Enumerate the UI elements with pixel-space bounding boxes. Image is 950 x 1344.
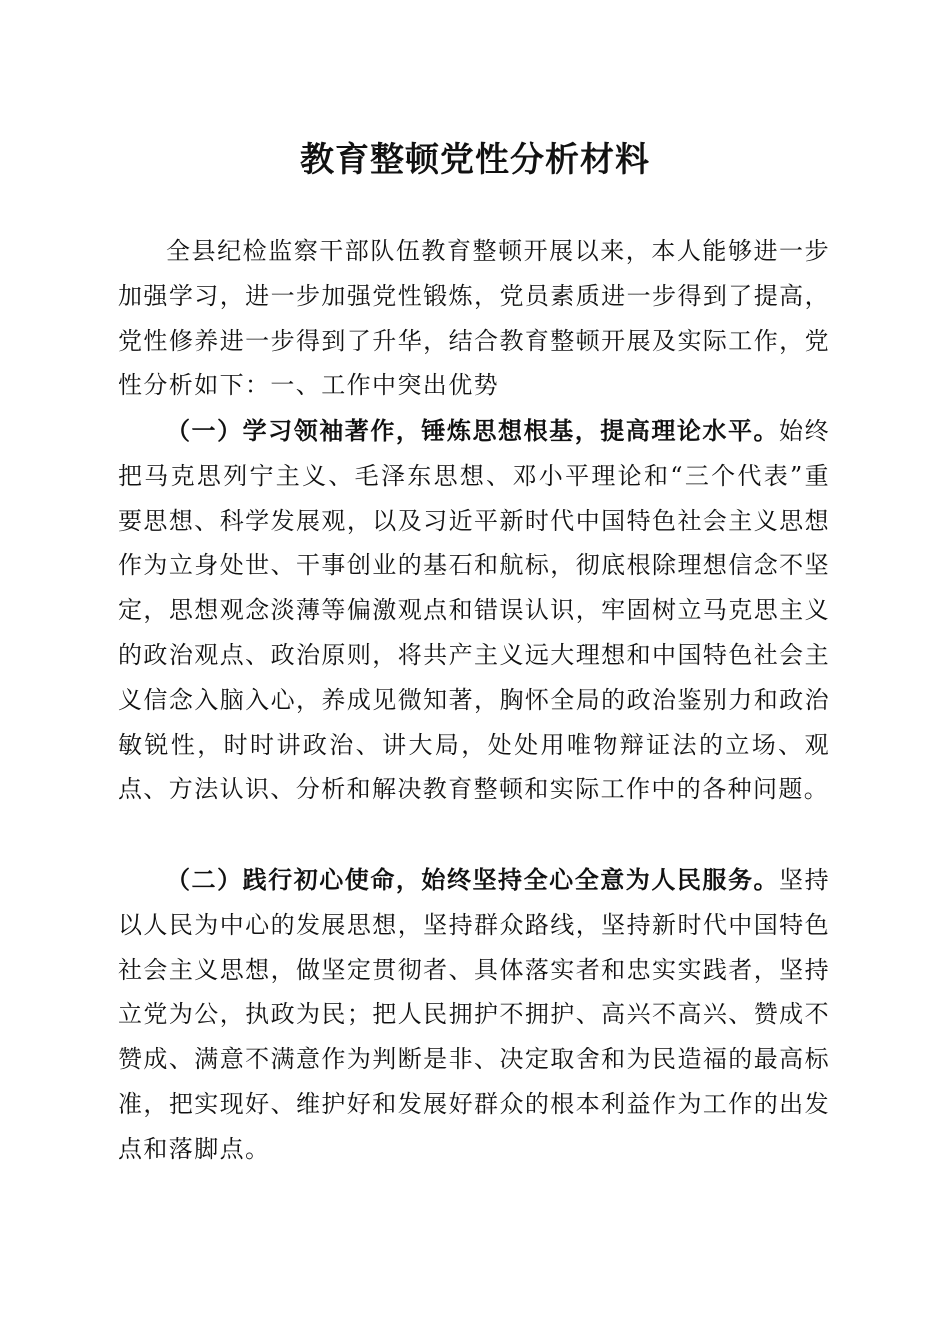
- paragraph-intro-text: 全县纪检监察干部队伍教育整顿开展以来，本人能够进一步加强学习，进一步加强党性锻炼，党员素质进一步得到了提高，党性修养进一步得到了升华，结合教育整顿开展及实际工作，党性分析如下：一、工作中突出优势: [118, 237, 830, 400]
- paragraph-intro: [118, 229, 830, 408]
- section-one-text: 始终把马克思列宁主义、毛泽东思想、邓小平理论和“三个代表”重要思想、科学发展观，以及习近平新时代中国特色社会主义思想作为立身处世、干事创业的基石和航标，彻底根除理想信念不坚定，思想观念淡薄等偏激观点和错误认识，牢固树立马克思主义的政治观点、政治原则，将共产主义远大理想和中国特色社会主义信念入脑入心，养成见微知著，胸怀全局的政治鉴别力和政治敏锐性，时时讲政治、讲大局，处处用唯物辩证法的立场、观点、方法认识、分析和解决教育整顿和实际工作中的各种问题。: [118, 417, 830, 804]
- paragraph-section-two: [118, 858, 830, 1172]
- section-two-heading: （二）践行初心使命，始终坚持全心全意为人民服务。: [166, 865, 780, 894]
- section-one-heading: （一）学习领袖著作，锤炼思想根基，提高理论水平。: [166, 416, 780, 445]
- section-two-text: 坚持以人民为中心的发展思想，坚持群众路线，坚持新时代中国特色社会主义思想，做坚定贯彻者、具体落实者和忠实实践者，坚持立党为公，执政为民；把人民拥护不拥护、高兴不高兴、赞成不赞成、满意不满意作为判断是非、决定取舍和为民造福的最高标准，把实现好、维护好和发展好群众的根本利益作为工作的出发点和落脚点。: [118, 866, 830, 1163]
- document-title: 教育整顿党性分析材料: [300, 140, 650, 180]
- paragraph-section-one: [118, 409, 830, 812]
